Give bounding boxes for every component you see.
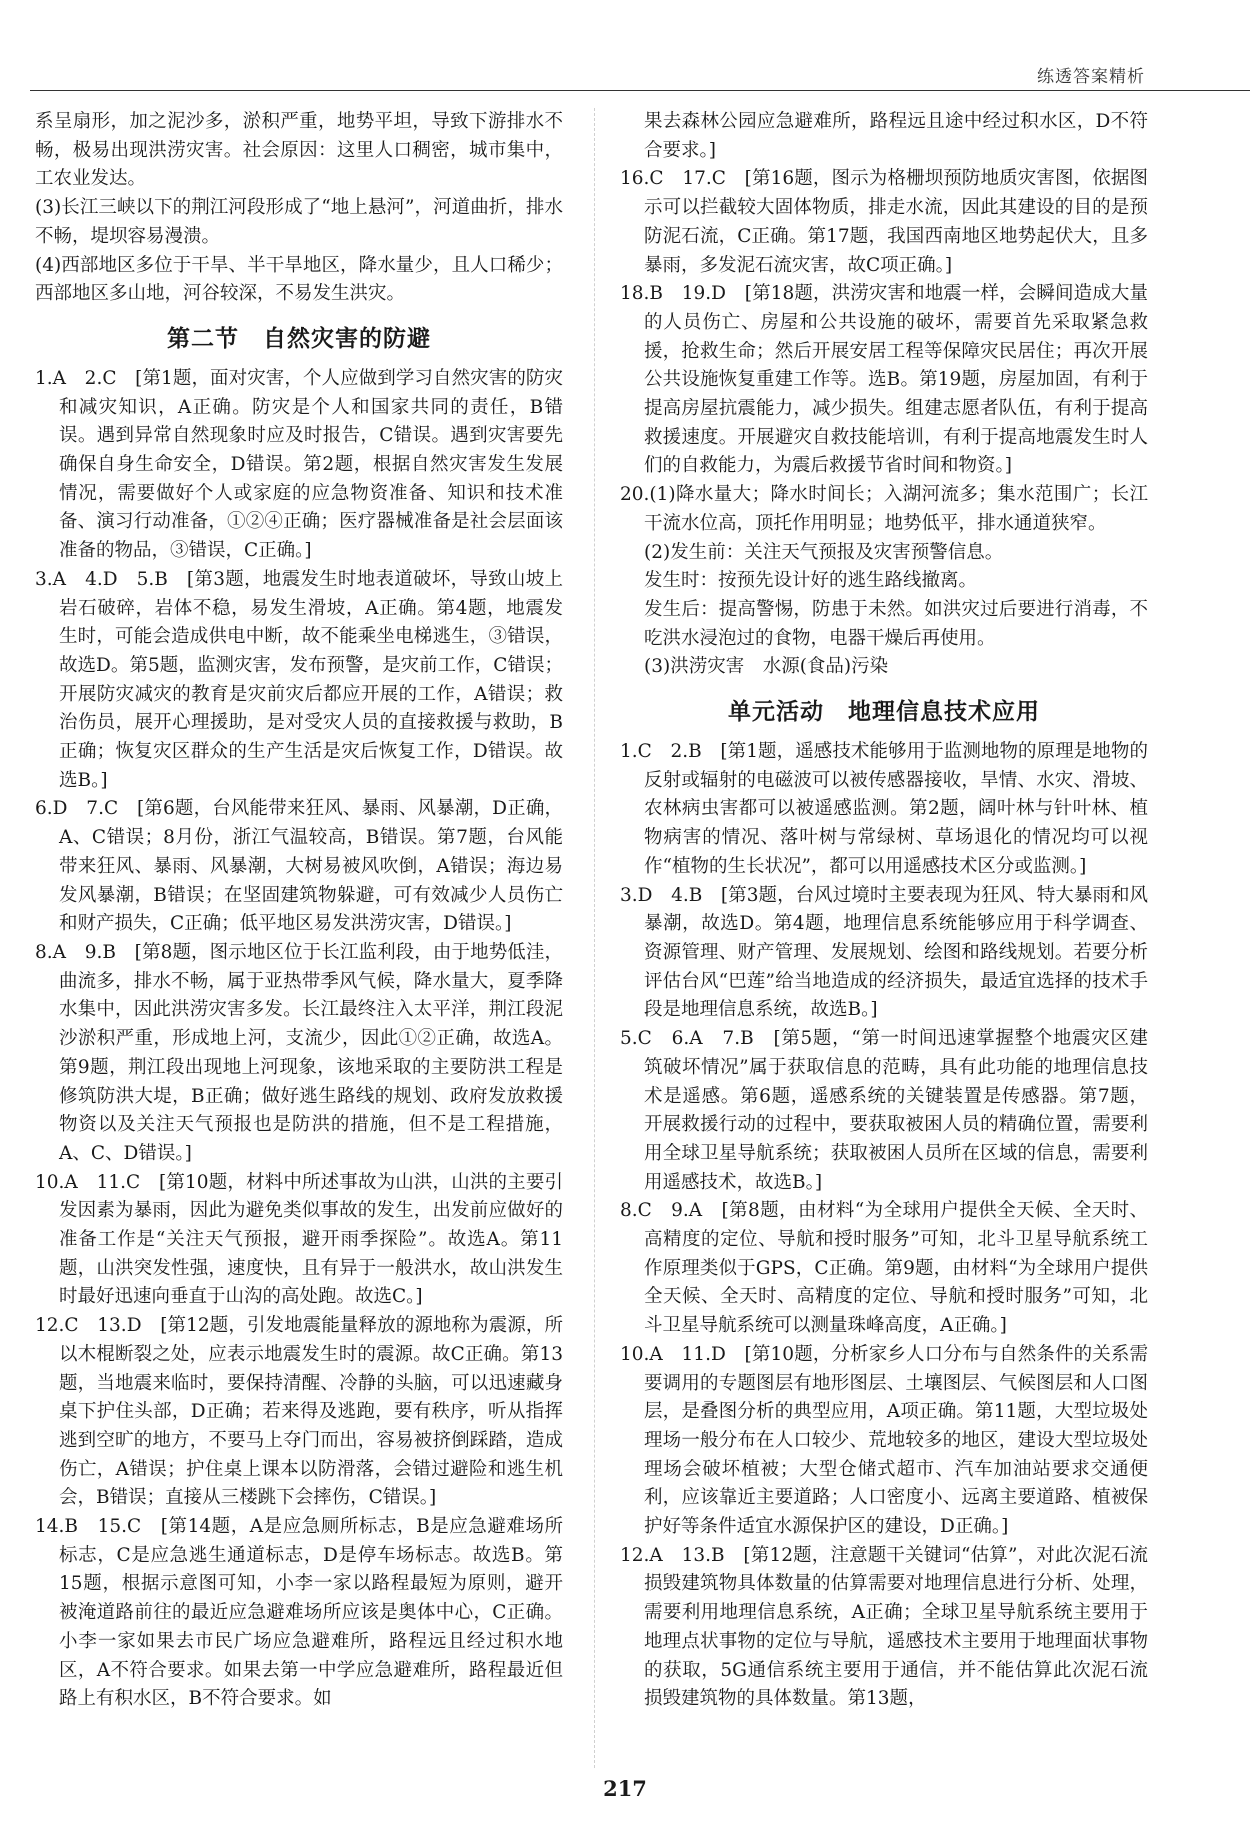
answer-subitem: 发生时：按预先设计好的逃生路线撤离。 [644,570,978,592]
answer-subitem: (2)发生前：关注天气预报及灾害预警信息。 [644,541,1004,563]
answer-item: 3.D 4.B [第3题，台风过境时主要表现为狂风、特大暴雨和风暴潮，故选D。第4题，地理信息系统能够应用于科学调查、资源管理、财产管理、发展规划、绘图和路线规划。若要分析评估台风“巴莲”给当地造成的经济损失，最适宜选择的技术手段是地理信息系统，故选B。] [620,884,1148,1021]
paragraph: 系呈扇形，加之泥沙多，淤积严重，地势平坦，导致下游排水不畅，极易出现洪涝灾害。社会原因：这里人口稠密，城市集中，工农业发达。 [35,111,563,190]
column-divider [594,108,595,1768]
answer-item: 6.D 7.C [第6题，台风能带来狂风、暴雨、风暴潮，D正确，A、C错误；8月份，浙江气温较高，B错误。第7题，台风能带来狂风、暴雨、风暴潮，大树易被风吹倒，A错误；海边易发风暴潮，B错误；在坚固建筑物躲避，可有效减少人员伤亡和财产损失，C正确；低平地区易发洪涝灾害，D错误。] [35,798,563,935]
section-title: 第二节 自然灾害的防避 [167,325,431,352]
answer-item: 12.A 13.B [第12题，注意题干关键词“估算”，对此次泥石流损毁建筑物具体数量的估算需要对地理信息进行分析、处理，需要利用地理信息系统，A正确；全球卫星导航系统主要用于地理点状事物的定位与导航，遥感技术主要用于地理面状事物的获取，5G通信系统主要用于通信，并不能估算此次泥石流损毁建筑物的具体数量。第13题， [620,1544,1148,1710]
answer-item: 16.C 17.C [第16题，图示为格栅坝预防地质灾害图，依据图示可以拦截较大固体物质，排走水流，因此其建设的目的是预防泥石流，C正确。第17题，我国西南地区地势起伏大，且多暴雨，多发泥石流灾害，故C项正确。] [620,168,1148,276]
header-rule [30,90,1250,91]
answer-item: 14.B 15.C [第14题，A是应急厕所标志，B是应急避难场所标志，C是应急逃生通道标志，D是停车场标志。故选B。第15题，根据示意图可知，小李一家以路程最短为原则，避开被淹道路前往的最近应急避难场所应该是奥体中心，C正确。小李一家如果去市民广场应急避难所，路程远且经过积水地区，A不符合要求。如果去第一中学应急避难所，路程最近但路上有积水区，B不符合要求。如 [35,1516,563,1710]
answer-item: 3.A 4.D 5.B [第3题，地震发生时地表道破坏，导致山坡上岩石破碎，岩体不稳，易发生滑坡，A正确。第4题，地震发生时，可能会造成供电中断，故不能乘坐电梯逃生，③错误，故选D。第5题，监测灾害，发布预警，是灾前工作，C错误；开展防灾减灾的教育是灾前灾后都应开展的工作，A错误；救治伤员，展开心理援助，是对受灾人员的直接救援与救助，B正确；恢复灾区群众的生产生活是灾后恢复工作，D错误。故选B。] [35,568,563,791]
paragraph: (3)长江三峡以下的荆江河段形成了“地上悬河”，河道曲折，排水不畅，堤坝容易漫溃。 [35,197,563,247]
answer-item: 8.A 9.B [第8题，图示地区位于长江监利段，由于地势低洼，曲流多，排水不畅，属于亚热带季风气候，降水量大，夏季降水集中，因此洪涝灾害多发。长江最终注入太平洋，荆江段泥沙淤积严重，形成地上河，支流少，因此①②正确，故选A。第9题，荆江段出现地上河现象，该地采取的主要防洪工程是修筑防洪大堤，B正确；做好逃生路线的规划、政府发放救援物资以及关注天气预报也是防洪的措施，但不是工程措施，A、C、D错误。] [35,941,563,1164]
answer-item: 10.A 11.C [第10题，材料中所述事故为山洪，山洪的主要引发因素为暴雨，因此为避免类似事故的发生，出发前应做好的准备工作是“关注天气预报，避开雨季探险”。故选A。第11题，山洪突发性强，速度快，且有异于一般洪水，故山洪发生时最好迅速向垂直于山沟的高处跑。故选C。] [35,1171,563,1308]
answer-item: 18.B 19.D [第18题，洪涝灾害和地震一样，会瞬间造成大量的人员伤亡、房屋和公共设施的破坏，需要首先采取紧急救援，抢救生命；然后开展安居工程等保障灾民居住；再次开展公共设施恢复重建工作等。选B。第19题，房屋加固，有利于提高房屋抗震能力，减少损失。组建志愿者队伍，有利于提高救援速度。开展避灾自救技能培训，有利于提高地震发生时人们的自救能力，为震后救援节省时间和物资。] [620,283,1148,477]
right-column [620,108,1148,1714]
answer-item: 20.(1)降水量大；降水时间长；入湖河流多；集水范围广；长江干流水位高，顶托作用明显；地势低平，排水通道狭窄。 [620,484,1148,534]
answer-item: 5.C 6.A 7.B [第5题，“第一时间迅速掌握整个地震灾区建筑破坏情况”属于获取信息的范畴，具有此功能的地理信息技术是遥感。第6题，遥感系统的关键装置是传感器。第7题，开展救援行动的过程中，要获取被困人员的精确位置，需要利用全球卫星导航系统；获取被困人员所在区域的信息，需要利用遥感技术，故选B。] [620,1028,1148,1193]
paragraph: (4)西部地区多位于干旱、半干旱地区，降水量少，且人口稀少；西部地区多山地，河谷较深，不易发生洪灾。 [35,254,563,305]
header-title: 练透答案精析 [1037,67,1145,87]
answer-item: 1.A 2.C [第1题，面对灾害，个人应做到学习自然灾害的防灾和减灾知识，A正确。防灾是个人和国家共同的责任，B错误。遇到异常自然现象时应及时报告，C错误。遇到灾害要先确保自身生命安全，D错误。第2题，根据自然灾害发生发展情况，需要做好个人或家庭的应急物资准备、知识和技术准备、演习行动准备，①②④正确；医疗器械准备是社会层面该准备的物品，③错误，C正确。] [35,367,563,562]
answer-subitem: (3)洪涝灾害 水源(食品)污染 [644,656,889,678]
answer-subitem: 发生后：提高警惕，防患于未然。如洪灾过后要进行消毒，不吃洪水浸泡过的食物，电器干燥后再使用。 [644,598,1148,649]
answer-item: 10.A 11.D [第10题，分析家乡人口分布与自然条件的关系需要调用的专题图层有地形图层、土壤图层、气候图层和人口图层，是叠图分析的典型应用，A项正确。第11题，大型垃圾处理场一般分布在人口较少、荒地较多的地区，建设大型垃圾处理场会破坏植被；大型仓储式超市、汽车加油站要求交通便利，应该靠近主要道路；人口密度小、远离主要道路、植被保护好等条件适宜水源保护区的建设，D正确。] [620,1343,1148,1538]
answer-item: 8.C 9.A [第8题，由材料“为全球用户提供全天候、全天时、高精度的定位、导航和授时服务”可知，北斗卫星导航系统工作原理类似于GPS，C正确。第9题，由材料“为全球用户提供全天候、全天时、高精度的定位、导航和授时服务”可知，北斗卫星导航系统可以测量珠峰高度，A正确。] [620,1200,1148,1337]
page-number: 217 [603,1776,647,1801]
section-title: 单元活动 地理信息技术应用 [728,699,1040,726]
left-column [35,108,563,1714]
answer-item: 1.C 2.B [第1题，遥感技术能够用于监测地物的原理是地物的反射或辐射的电磁波可以被传感器接收，旱情、水灾、滑坡、农林病虫害都可以被遥感监测。第2题，阔叶林与针叶林、植物病害的情况、落叶树与常绿树、草场退化的情况均可以视作“植物的生长状况”，都可以用遥感技术区分或监测。] [620,741,1148,877]
answer-item: 12.C 13.D [第12题，引发地震能量释放的源地称为震源，所以木棍断裂之处，应表示地震发生时的震源。故C正确。第13题，当地震来临时，要保持清醒、冷静的头脑，可以迅速藏身桌下护住头部，D正确；若来得及逃跑，要有秩序，听从指挥逃到空旷的地方，不要马上夺门而出，容易被挤倒踩踏，造成伤亡，A错误；护住桌上课本以防滑落，会错过避险和逃生机会，B错误；直接从三楼跳下会摔伤，C错误。] [35,1315,563,1509]
paragraph: 果去森林公园应急避难所，路程远且途中经过积水区，D不符合要求。] [644,111,1148,161]
